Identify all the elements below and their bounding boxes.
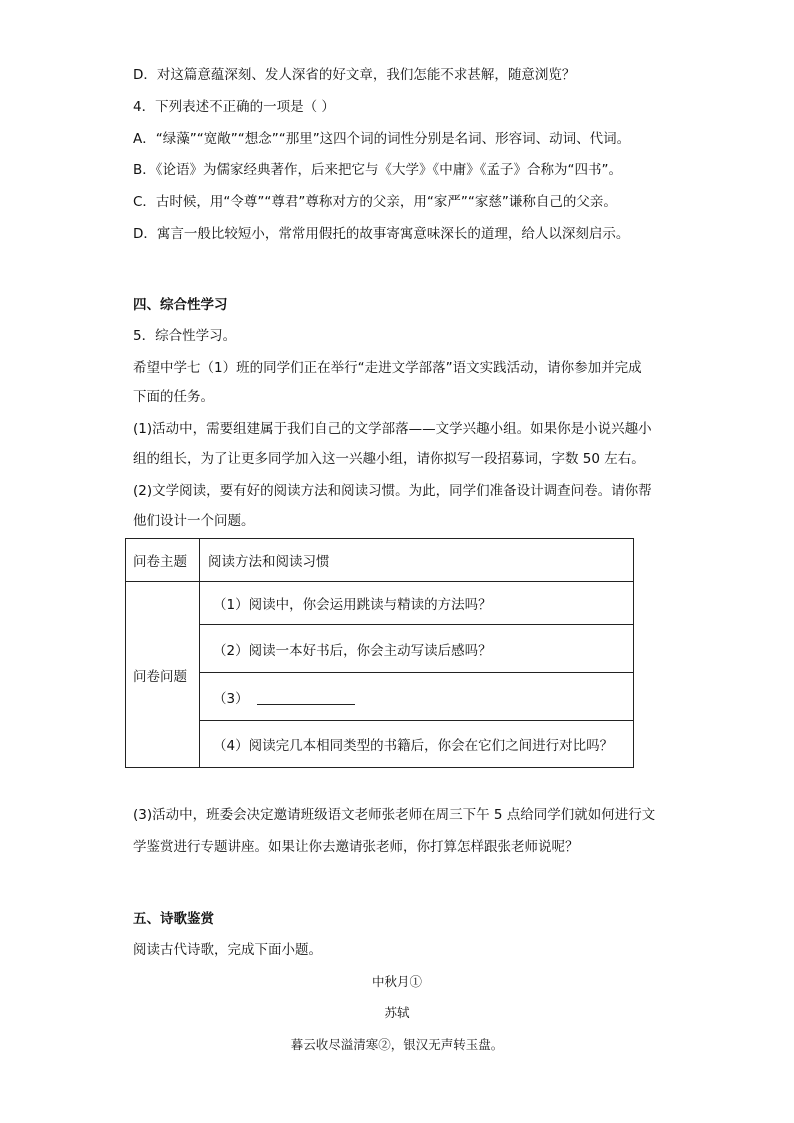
q5-stem: 5．综合性学习。	[133, 328, 237, 344]
section5-heading: 五、诗歌鉴赏	[133, 911, 214, 927]
q5-intro-line1: 希望中学七（1）班的同学们正在举行“走进文学部落”语文实践活动，请你参加并完成	[133, 360, 642, 376]
questions-label-cell: 问卷问题	[126, 582, 200, 768]
table-row	[126, 673, 634, 721]
task1-line2: 组的组长，为了让更多同学加入这一兴趣小组，请你拟写一段招募词，字数 50 左右。	[133, 451, 645, 467]
q4-option-d: D．寓言一般比较短小，常常用假托的故事寄寓意味深长的道理，给人以深刻启示。	[133, 226, 630, 242]
table-row	[126, 721, 634, 768]
section5-instruction: 阅读古代诗歌，完成下面小题。	[133, 942, 322, 958]
theme-label-cell: 问卷主题	[126, 539, 200, 582]
question-3-cell	[200, 673, 634, 721]
q4-option-a: A．“绿藻”“宽敞”“想念”“那里”这四个词的词性分别是名词、形容词、动词、代词。	[133, 131, 631, 147]
q4-option-c: C．古时候，用“令尊”“尊君”尊称对方的父亲，用“家严”“家慈”谦称自己的父亲。	[133, 194, 617, 210]
task3-line2: 学鉴赏进行专题讲座。如果让你去邀请张老师，你打算怎样跟张老师说呢？	[133, 839, 579, 855]
q3-option-d: D．对这篇意蕴深刻、发人深省的好文章，我们怎能不求甚解，随意浏览？	[133, 67, 576, 83]
answer-blank[interactable]	[257, 690, 355, 705]
poem-line-1: 暮云收尽溢清寒②，银汉无声转玉盘。	[290, 1037, 504, 1052]
table-row	[126, 539, 634, 582]
q4-stem: 4．下列表述不正确的一项是（ ）	[133, 99, 335, 115]
question-2-cell: （2）阅读一本好书后，你会主动写读后感吗？	[200, 625, 634, 673]
question-1-cell: （1）阅读中，你会运用跳读与精读的方法吗？	[200, 582, 634, 625]
section4-heading: 四、综合性学习	[133, 297, 228, 313]
survey-table	[125, 538, 634, 768]
question-3-label: （3）	[213, 690, 249, 707]
q5-intro-line2: 下面的任务。	[133, 389, 214, 405]
question-4-cell: （4）阅读完几本相同类型的书籍后，你会在它们之间进行对比吗？	[200, 721, 634, 768]
task3-line1: (3)活动中，班委会决定邀请班级语文老师张老师在周三下午 5 点给同学们就如何进行文	[133, 807, 656, 823]
poem-author: 苏轼	[384, 1005, 410, 1020]
task2-line1: (2)文学阅读，要有好的阅读方法和阅读习惯。为此，同学们准备设计调查问卷。请你帮	[133, 483, 652, 499]
table-row	[126, 625, 634, 673]
task2-line2: 他们设计一个问题。	[133, 513, 255, 529]
q4-option-b: B．《论语》为儒家经典著作，后来把它与《大学》《中庸》《孟子》合称为“四书”。	[133, 162, 622, 178]
table-row	[126, 582, 634, 625]
theme-value-cell: 阅读方法和阅读习惯	[200, 539, 634, 582]
poem-title: 中秋月①	[371, 974, 422, 989]
task1-line1: (1)活动中，需要组建属于我们自己的文学部落——文学兴趣小组。如果你是小说兴趣小	[133, 421, 652, 437]
